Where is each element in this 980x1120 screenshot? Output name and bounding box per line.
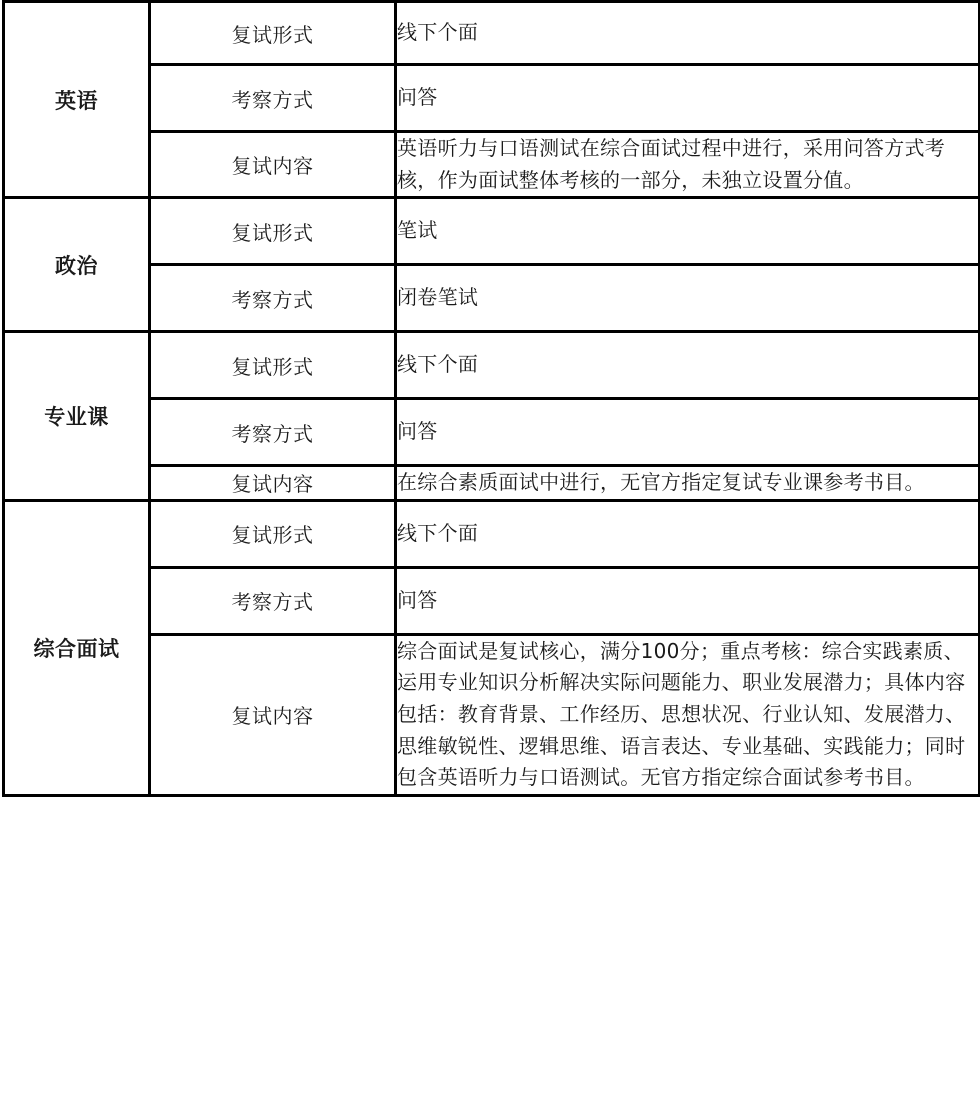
subject-label-english: 英语 [4,2,150,198]
table-row [4,265,980,332]
subject-label-politics: 政治 [4,198,150,332]
aspect-label: 复试形式 [150,332,396,399]
aspect-value: 问答 [396,65,980,132]
table-row [4,500,980,567]
aspect-value: 问答 [396,567,980,634]
aspect-label: 考察方式 [150,399,396,466]
aspect-value: 线下个面 [396,332,980,399]
aspect-label: 考察方式 [150,567,396,634]
aspect-value: 英语听力与口语测试在综合面试过程中进行，采用问答方式考核，作为面试整体考核的一部分，未独立设置分值。 [396,132,980,198]
aspect-value: 笔试 [396,198,980,265]
aspect-label: 考察方式 [150,65,396,132]
aspect-label: 复试内容 [150,132,396,198]
table-body [4,2,980,796]
aspect-value: 在综合素质面试中进行，无官方指定复试专业课参考书目。 [396,466,980,501]
aspect-value: 线下个面 [396,2,980,65]
aspect-label: 复试形式 [150,500,396,567]
table-row [4,399,980,466]
aspect-label: 复试形式 [150,198,396,265]
table-row [4,332,980,399]
table-row [4,567,980,634]
aspect-label: 考察方式 [150,265,396,332]
aspect-value: 综合面试是复试核心，满分100分；重点考核：综合实践素质、运用专业知识分析解决实际问题能力、职业发展潜力；具体内容包括：教育背景、工作经历、思想状况、行业认知、发展潜力、思维敏锐性、逻辑思维、语言表达、专业基础、实践能力；同时包含英语听力与口语测试。无官方指定综合面试参考书目。 [396,634,980,795]
table-row [4,198,980,265]
aspect-label: 复试内容 [150,634,396,795]
aspect-value: 闭卷笔试 [396,265,980,332]
subject-label-comprehensive-interview: 综合面试 [4,500,150,795]
table-row [4,132,980,198]
aspect-label: 复试内容 [150,466,396,501]
retest-requirements-table [2,0,980,797]
table-row [4,634,980,795]
table-row [4,2,980,65]
table-row [4,466,980,501]
aspect-value: 线下个面 [396,500,980,567]
aspect-value: 问答 [396,399,980,466]
aspect-label: 复试形式 [150,2,396,65]
table-row [4,65,980,132]
subject-label-major-course: 专业课 [4,332,150,501]
